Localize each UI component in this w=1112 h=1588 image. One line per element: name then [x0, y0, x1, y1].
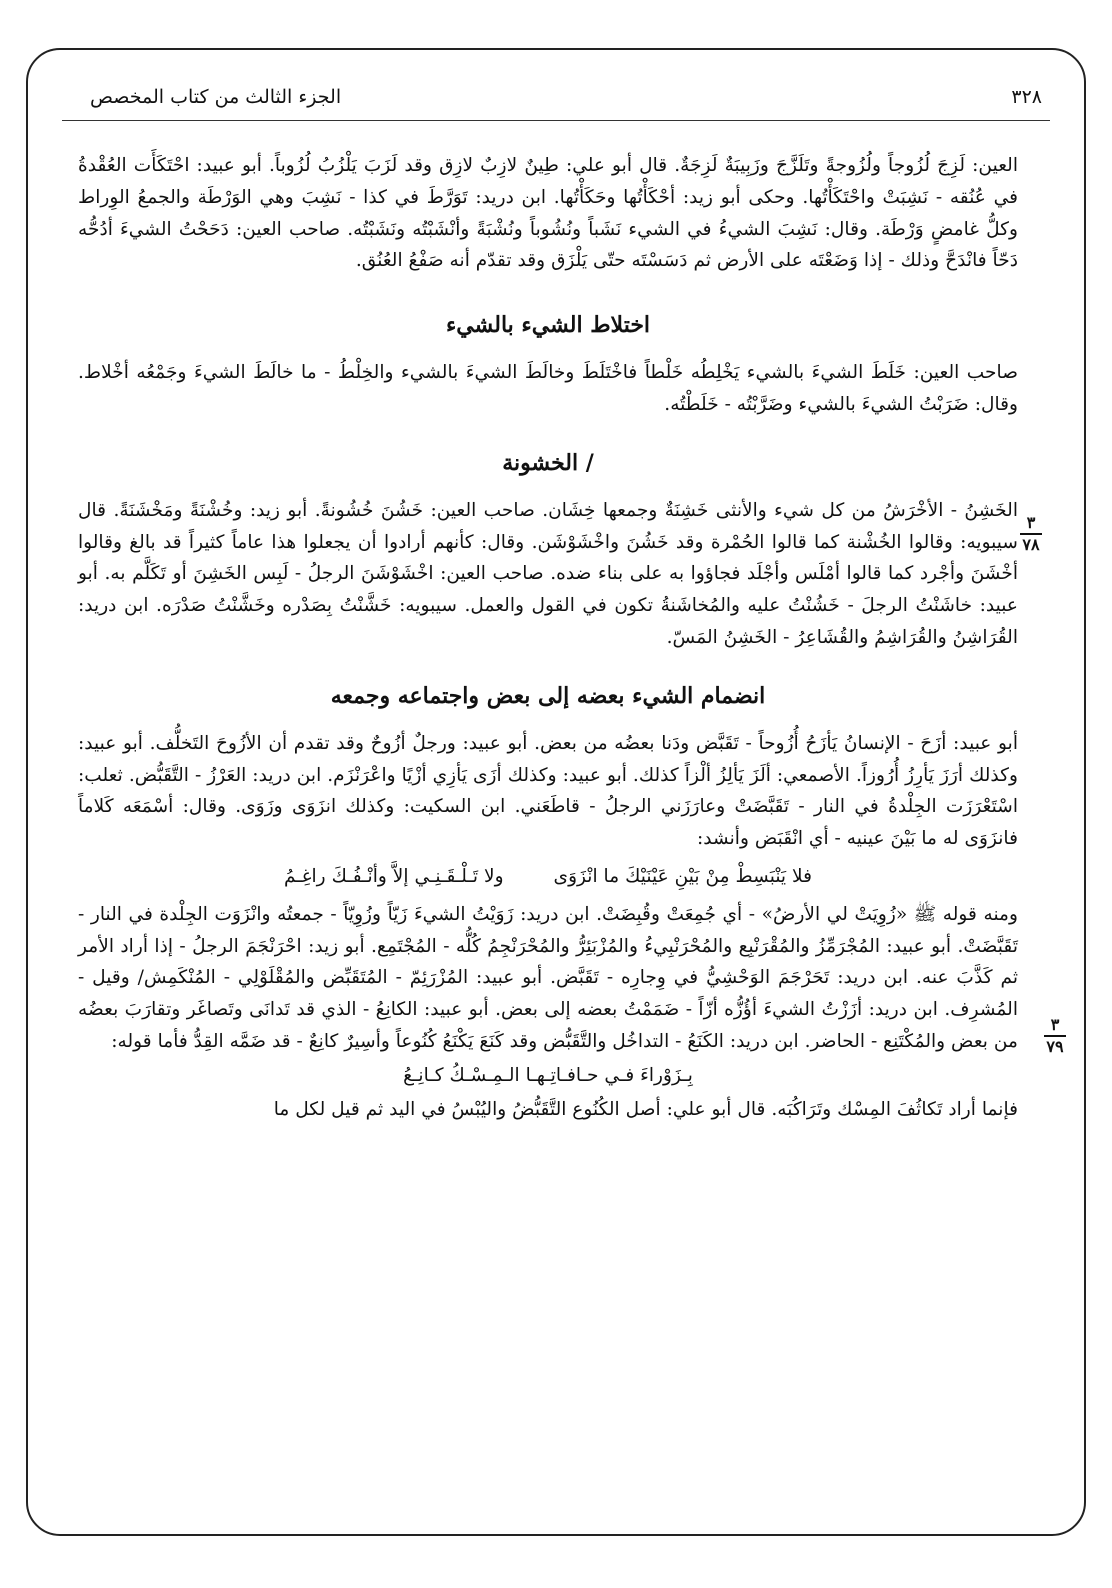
running-header [70, 78, 1042, 118]
section-heading: / الخشونة [502, 449, 594, 476]
running-title: الجزء الثالث من كتاب المخصص [90, 86, 342, 108]
page-number: ٣٢٨ [1011, 86, 1042, 108]
margin-mark-bottom: ٧٩ [1046, 1037, 1064, 1056]
paragraph: أبو عبيد: أزَحَ - الإنسانُ يَأزَحُ أُزُوحاً - تَقَبَّض ودَنا بعضُه من بعض. أبو عبيد: ورجلٌ أزُوحٌ وقد تقدم أن الأزُوحَ التَخلُّف. أبو عبيد: وكذلك أرَزَ يَأرِزُ أُرُوزاً. الأصمعي: ألَزَ يَألِزُ ألْزاً كذلك. أبو عبيد: وكذلك أزَى يَأزِي أزْيًا واعْرَنْزَم. ابن دريد: العَرْزُ - التَّقَبُّض. ثعلب: اسْتَعْرَزَت الجِلْدةُ في النار - تَقَبَّضَتْ وعارَزَني الرجلُ - قاطَعَني. ابن السكيت: وكذلك انزَوَى وزَوَى. وقال: أسْمَعَه كَلاماً فانزَوَى له ما بَيْنَ عينيه - أي انْقَبَض وأنشد: [78, 732, 1018, 850]
verse-hemistich-second: ولا تَـلْـقَـنِـي إلاَّ وأنْـفُـكَ راغِـمُ [283, 865, 504, 887]
paragraph: الخَشِنُ - الأخْرَشُ من كل شيء والأنثى خَشِنَةٌ وجمعها خِشَان. صاحب العين: خَشُنَ خُشُونةً. أبو زيد: وخُشْنَةً ومَخْشَنَةً. قال سيبويه: وقالوا الخُشْنة كما قالوا الحُمْرة وقد خَشُنَ واخْشَوْشَن. وقال: كأنهم أرادوا أن يجعلوا هذا عاماً كثيراً قد بالغ وقالوا أخْشَنَ وأجْرد كما قالوا أمْلَس وأجْلَد فجاؤوا به على بناء ضده. صاحب العين: اخْشَوْشَنَ الرجلُ - لَبِس الخَشِنَ أو تَكَلَّم به. أبو عبيد: خاشَنْتُ الرجلَ - خَشُنْتُ عليه والمُخاشَنةُ تكون في القول والعمل. سيبويه: خَشَّنْتُ بِصَدْره وخَشَّنْتُ صَدْرَه. ابن دريد: القُرَاشِنُ والقُرَاشِمُ والقُشَاعِرُ - الخَشِنُ المَسّ. [78, 499, 1018, 648]
paragraph: صاحب العين: خَلَطَ الشيءَ بالشيء يَخْلِطُه خَلْطاً فاخْتَلَطَ وخالَطَ الشيءَ بالشيء والخِلْطُ - ما خالَطَ الشيءَ وجَمْعُه أخْلاط. وقال: ضَرَبْتُ الشيءَ بالشيء وضَرَّبْتُه - خَلَطْتُه. [78, 362, 1018, 415]
paragraph: فإنما أراد تَكاثُفَ المِسْك وتَرَاكُبَه. قال أبو علي: أصل الكُنُوع التَّقَبُّضُ واليُبْسُ في اليد ثم قيل لكل ما [273, 1098, 1018, 1120]
verse-line: بِـزَوْراءَ فـي حـافـاتِـهـا الـمِـسْـكُ كـانِـعُ [403, 1064, 693, 1086]
paragraph: العين: لَزِجَ لُزُوجاً ولُزُوجةً وتَلَزَّجَ وزَبِيبَةٌ لَزِجَةٌ. قال أبو علي: طِينٌ لازِبٌ لازِق وقد لَزَبَ يَلْزُبُ لُزُوباً. أبو عبيد: احْتَكَأَت العُقْدةُ في عُنُقه - نَشِبَتْ واحْتَكَأْتُها. وحكى أبو زيد: أحْكَأْتُها وحَكَأْتُها. ابن دريد: تَوَرَّطَ في كذا - نَشِبَ وهي الوَرْطَة والجمعُ الوِراط وكلُّ غامضٍ وَرْطَة. وقال: نَشِبَ الشيءُ في الشيء نَشَباً ونُشُوباً ونُشْبَةً وأنْشَبْتُه ونَشَبْتُه. صاحب العين: دَحَحْتُ الشيءَ أدُحُّه دَحّاً فانْدَحَّ وذلك - إذا وَضَعْتَه على الأرض ثم دَسَسْتَه حتّى يَلْزَق وقد تقدّم أنه صَفْعُ العُنُق. [78, 155, 1018, 272]
section-heading: اختلاط الشيء بالشيء [445, 312, 651, 339]
margin-mark-top: ٣ [1026, 513, 1036, 532]
header-rule [62, 120, 1050, 121]
verse-line [78, 861, 1018, 893]
page-body [78, 150, 1018, 1125]
margin-mark-2 [1040, 1016, 1070, 1056]
section-heading: انضمام الشيء بعضه إلى بعض واجتماعه وجمعه [330, 682, 766, 709]
verse-hemistich-first: فلا يَنْبَسِطْ مِنْ بَيْنِ عَيْنَيْكَ ما انْزَوَى [553, 865, 813, 887]
paragraph: ومنه قوله ﷺ «زُوِيَتْ لي الأرضُ» - أي جُمِعَتْ وقُبِضَتْ. ابن دريد: زَوَيْتُ الشيءَ زَيّاً وزُوِيّاً - جمعتُه وانْزَوَت الجِلْدة في النار - تَقَبَّضَتْ. أبو عبيد: المُجْرَمِّزُ والمُقْرَنْبِع والمُحْرَنْبِيءُ والمُزْبَئِرُّ والمُحْرَنْجِمُ كُلُّه - المُجْتَمِع. أبو زيد: احْرَنْجَمَ الرجلُ - إذا أراد الأمر ثم كَذَّبَ عنه. ابن دريد: تَحَرْجَمَ الوَحْشِيُّ في وِجارِه - تَقَبَّض. أبو عبيد: المُزْرَئِمّ - المُتَقَبِّض والمُقْلَوْلِي - المُنْكَمِش/ وقيل - المُشرِف. ابن دريد: أزَزْتُ الشيءَ أؤُزُّه أزّاً - ضَمَمْتُ بعضه إلى بعض. أبو عبيد: الكانِعُ - الذي قد تَدانَى وتَصاغَر وتقارَبَ بعضُه من بعض والمُكْتَنِع - الحاضر. ابن دريد: الكَنَعُ - التداخُل والتَّقَبُّض وقد كَنَعَ يَكْنَعُ كُنُوعاً وأسِيرٌ كانِعٌ - قد ضَمَّه القِدُّ فأما قوله: [78, 903, 1018, 1052]
margin-mark-top: ٣ [1050, 1015, 1060, 1034]
margin-mark-1 [1016, 514, 1046, 554]
margin-mark-bottom: ٧٨ [1022, 535, 1040, 554]
